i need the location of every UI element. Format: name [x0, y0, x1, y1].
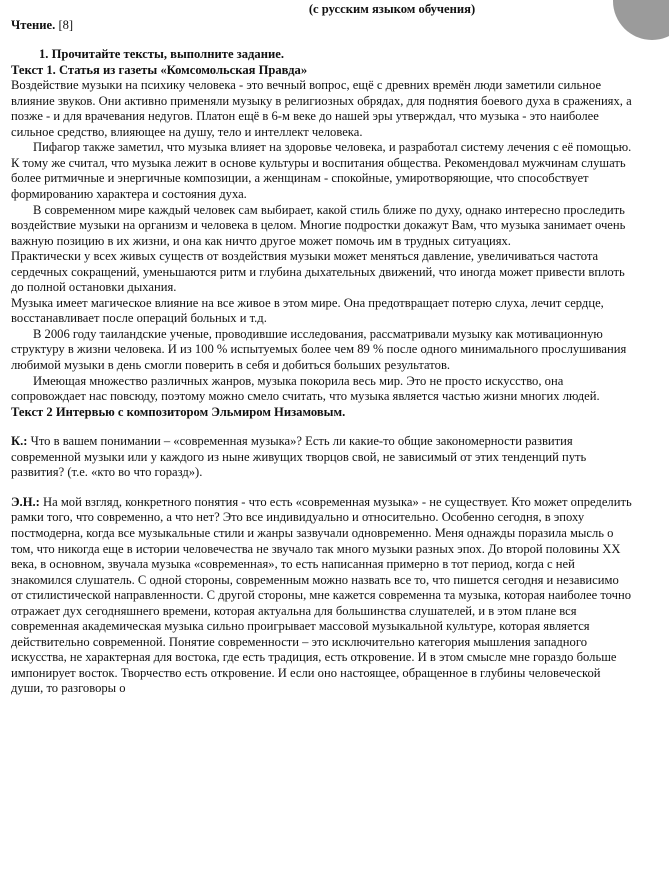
- text2-title: Текст 2 Интервью с композитором Эльмиром Низамовым.: [11, 404, 346, 419]
- text1-paragraph-2: Пифагор также заметил, что музыка влияет на здоровье человека, и разработал систему лечения с её помощью. К тому же считал, что музыка лежит в основе культуры и воспитания общества. Рекомендовал мужчинам слушать более ритмичные и энергичные композиции, а женщинам - спокойные, умиротворяющие, что способствует формированию характера и состояния духа.: [11, 140, 632, 202]
- question-label: К.:: [11, 434, 28, 449]
- text1-paragraph-4: Практически у всех живых существ от воздействия музыки может меняться давление, увеличиваться частота сердечных сокращений, уменьшаются ритм и глубина дыхательных движений, что иногда может привести вплоть до полной остановки дыхания.: [11, 249, 625, 295]
- section-points: [8]: [58, 17, 74, 32]
- answer-text: На мой взгляд, конкретного понятия - что есть «современная музыка» - не существует. Кто может определить рамки того, что современно, а что нет? Это все индивидуально и относительно. Особенно сегодня, в эпоху постмодерна, когда все музыкальные стили и жанры зазвучали одновременно. Меня однажды поразила мысль о том, что никогда еще в истории человечества не звучало так много музыки разных эпох. До второй половины XX века, в основном, звучала музыка «современная», то есть написанная примерно в тот период, когда с ней знакомился слушатель. С одной стороны, современным можно назвать все то, что пишется сегодня и независимо от стилистической направленности. С другой стороны, мне кажется современна та музыка, которая наиболее точно отражает дух сегодняшнего времени, которая актуальна для большинства слушателей, и в этом плане вся современная академическая музыка сильно проигрывает массовой музыкальной культуре, которая является действительно современной. Понятие современности – это исключительно категория мышления западного искусства, не характерная для востока, где есть традиция, есть откровение. И в этом смысле мне гораздо больше импонирует восток. Творчество есть откровение. И если оно настоящее, обращенное в глубины человеческой души, то разговоры о: [11, 494, 632, 696]
- text1-title: Текст 1. Статья из газеты «Комсомольская Правда»: [11, 62, 308, 77]
- text1-paragraph-1: Воздействие музыки на психику человека - это вечный вопрос, ещё с древних времён люди заметили сильное влияние звуков. Они активно применяли музыку в религиозных обрядах, для поднятия боевого духа в сражениях, а позже - и для врачевания недугов. Платон ещё в 6-м веке до нашей эры утверждал, что музыка - это наиболее сильное средство, влияющее на душу, тело и интеллект человека.: [11, 78, 632, 139]
- document-subtitle: (с русским языком обучения): [308, 2, 476, 16]
- section-label: Чтение.: [11, 17, 56, 32]
- text1-paragraph-5: Музыка имеет магическое влияние на все живое в этом мире. Она предотвращает потерю слуха, лечит сердце, восстанавливает после операций больных и т.д.: [11, 295, 604, 326]
- task-instruction: 1. Прочитайте тексты, выполните задание.: [39, 47, 284, 62]
- interview-answer: [11, 495, 633, 697]
- question-text: Что в вашем понимании – «современная музыка»? Есть ли какие-то общие закономерности развития современной музыки или у каждого из ныне живущих творцов свой, не зависимый от этих тенденций путь развития? (т.е. «кто во что горазд»).: [11, 434, 587, 480]
- answer-label: Э.Н.:: [11, 494, 40, 509]
- interview-question: [11, 434, 633, 481]
- section-heading: [11, 18, 633, 34]
- text1-paragraph-3: В современном мире каждый человек сам выбирает, какой стиль ближе по духу, однако интересно проследить воздействие музыки на организм и человека в целом. Многие подростки докажут Вам, что музыка занимает очень важную позицию в их жизни, и она как ничто другое может помочь им в трудных ситуациях.: [11, 202, 626, 248]
- document-page: [11, 2, 633, 697]
- text1-paragraph-6: В 2006 году таиландские ученые, проводившие исследования, рассматривали музыку как мотивационную структуру в жизни человека. И из 100 % испытуемых более чем 89 % после одного минимального прослушивания любимой музыки в день смогли поверить в себя и добиться больших результатов.: [11, 326, 627, 373]
- text1-paragraph-7: Имеющая множество различных жанров, музыка покорила весь мир. Это не просто искусство, она сопровождает нас повсюду, поэтому можно смело считать, что музыка является частью жизни многих людей.: [11, 373, 600, 404]
